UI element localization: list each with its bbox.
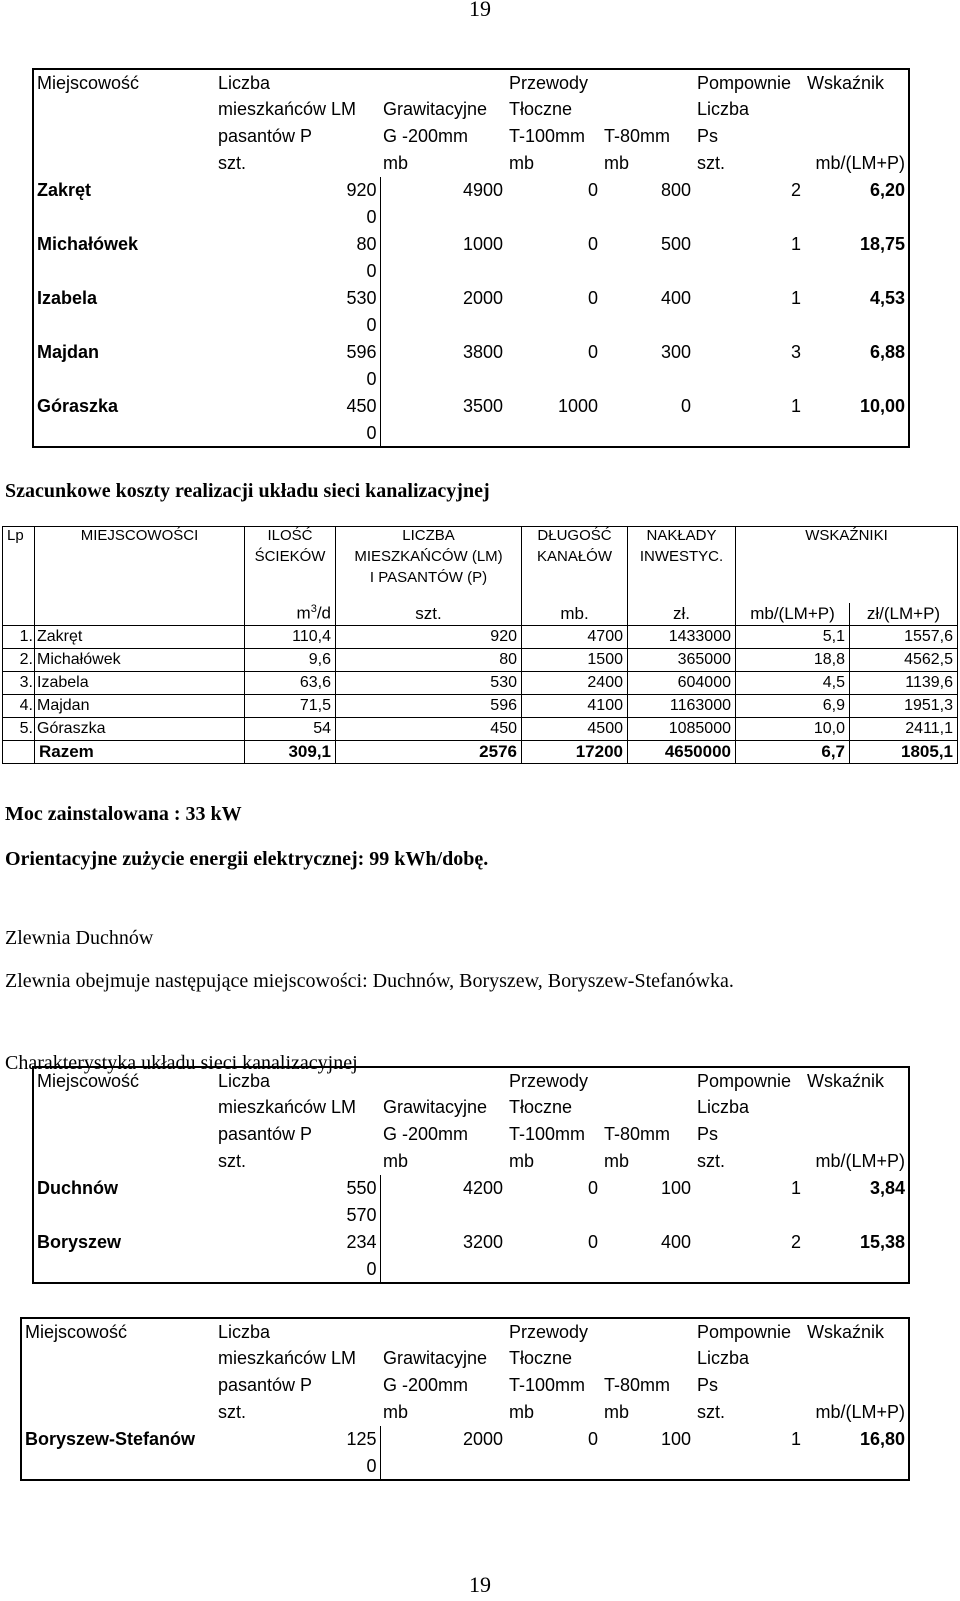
settlement-subrow: 0 xyxy=(33,204,909,231)
header-row: Miejscowość Liczba Przewody Pompownie Wskaźnik xyxy=(37,1070,885,1091)
header-row: mieszkańców LM Grawitacyjne Tłoczne Liczba xyxy=(218,1097,750,1117)
cost-header: NAKŁADY INWESTYC. xyxy=(628,527,736,603)
settlement-row: Izabela 530 2000 0 400 1 4,53 xyxy=(33,285,909,312)
settlement-subrow: 0 xyxy=(21,1453,909,1480)
station-title: Zlewnia Duchnów xyxy=(5,927,154,949)
settlement-row: Majdan 596 3800 0 300 3 6,88 xyxy=(33,339,909,366)
table-rows xyxy=(33,177,909,447)
page-number-bottom: 19 xyxy=(469,1572,491,1597)
units-row: szt. mb mb mb szt. mb/(LM+P) xyxy=(218,1402,905,1422)
sewage-header: ILOŚĆ ŚCIEKÓW xyxy=(245,527,336,603)
header-row: pasantów P G -200mm T-100mm T-80mm Ps xyxy=(218,1375,719,1395)
settlement-row: Góraszka 450 3500 1000 0 1 10,00 xyxy=(33,393,909,420)
header-row: pasantów P G -200mm T-100mm T-80mm Ps xyxy=(218,126,719,146)
settlement-row: Duchnów 550 4200 0 100 1 3,84 xyxy=(33,1175,909,1202)
sewage-unit: $m^3/d$ xyxy=(245,603,336,626)
network-table-bottom xyxy=(20,1317,910,1481)
cost-row: 2. Michałówek 9,6 80 1500 365000 18,8 4562,5 xyxy=(3,649,958,672)
count-header: LICZBA MIESZKAŃCÓW (LM) I PASANTÓW (P) xyxy=(336,527,522,603)
header-row: Miejscowość Liczba Przewody Pompownie Wskaźnik xyxy=(37,72,885,93)
energy-usage: Orientacyjne zużycie energii elektrycznej: 99 kWh/dobę. xyxy=(5,848,489,870)
settlement-row: Boryszew-Stefanów 125 2000 0 100 1 16,80 xyxy=(21,1426,909,1453)
total-row: Razem 309,1 2576 17200 4650000 6,7 1805,1 xyxy=(3,741,958,764)
settlement-subrow: 0 xyxy=(33,420,909,447)
cost-row: 5. Góraszka 54 450 4500 1085000 10,0 2411,1 xyxy=(3,718,958,741)
settlement-subrow: 0 xyxy=(33,312,909,339)
cost-rows xyxy=(3,626,958,741)
installed-power: Moc zainstalowana : 33 kW xyxy=(5,803,242,825)
lp-header: Lp xyxy=(3,527,35,603)
station-description: Zlewnia obejmuje następujące miejscowości: Duchnów, Boryszew, Boryszew-Stefanówka. xyxy=(5,970,734,992)
network-table-top xyxy=(32,68,910,448)
cost-units-row: $m^3/d$ szt. mb. zł. mb/(LM+P) zł/(LM+P) xyxy=(3,603,958,626)
cost-header-row xyxy=(3,527,958,603)
header-row: pasantów P G -200mm T-100mm T-80mm Ps xyxy=(218,1124,719,1144)
settlement-row: Zakręt 920 4900 0 800 2 6,20 xyxy=(33,177,909,204)
header-row: mieszkańców LM Grawitacyjne Tłoczne Liczba xyxy=(218,99,750,119)
length-header: DŁUGOŚĆ KANAŁÓW xyxy=(522,527,628,603)
cost-row: 3. Izabela 63,6 530 2400 604000 4,5 1139,6 xyxy=(3,672,958,695)
indicators-header: WSKAŹNIKI xyxy=(736,527,958,603)
settlement-subrow: 0 xyxy=(33,1256,909,1283)
cost-row: 4. Majdan 71,5 596 4100 1163000 6,9 1951,3 xyxy=(3,695,958,718)
places-header: MIEJSCOWOŚCI xyxy=(35,527,245,603)
cost-row: 1. Zakręt 110,4 920 4700 1433000 5,1 1557,6 xyxy=(3,626,958,649)
settlement-subrow: 0 xyxy=(33,258,909,285)
units-row: szt. mb mb mb szt. mb/(LM+P) xyxy=(218,1151,905,1171)
cost-section-title: Szacunkowe koszty realizacji układu sieci kanalizacyjnej xyxy=(5,480,490,502)
units-row: szt. mb mb mb szt. mb/(LM+P) xyxy=(218,153,905,173)
settlement-subrow: 570 xyxy=(33,1202,909,1229)
settlement-subrow: 0 xyxy=(33,366,909,393)
characteristics-title: Charakterystyka układu sieci kanalizacyjnej xyxy=(5,1052,358,1074)
settlement-row: Michałówek 80 1000 0 500 1 18,75 xyxy=(33,231,909,258)
table-rows xyxy=(33,1175,909,1283)
page-number-top: 19 xyxy=(469,0,491,21)
settlement-row: Boryszew 234 3200 0 400 2 15,38 xyxy=(33,1229,909,1256)
header-row: Miejscowość Liczba Przewody Pompownie Wskaźnik xyxy=(25,1321,885,1342)
header-row: mieszkańców LM Grawitacyjne Tłoczne Liczba xyxy=(218,1348,750,1368)
table-rows xyxy=(21,1426,909,1480)
cost-table xyxy=(2,526,958,764)
network-table-middle xyxy=(32,1066,910,1284)
